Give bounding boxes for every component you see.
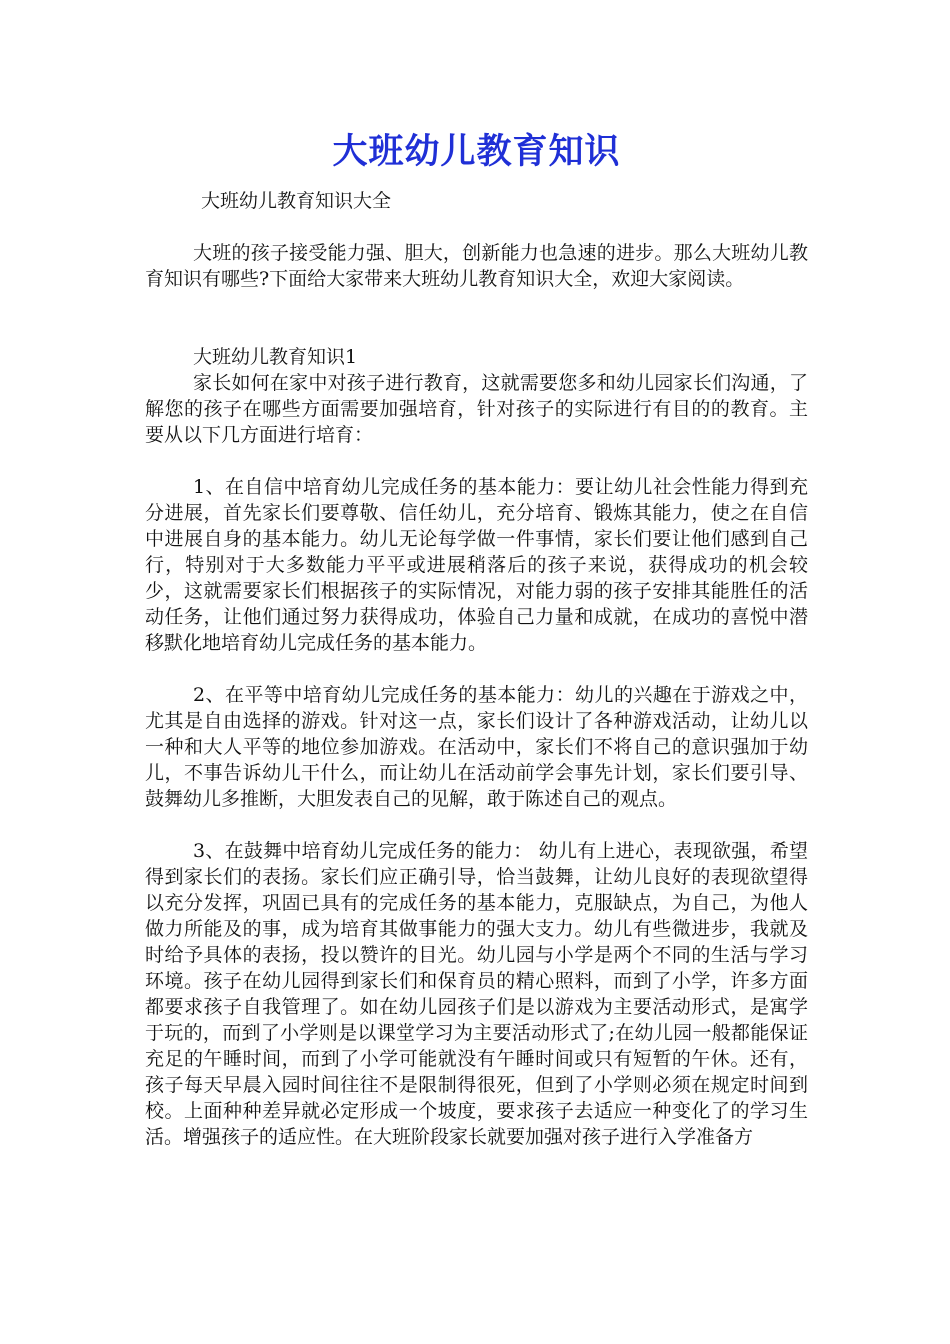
section-heading: 大班幼儿教育知识1 [193, 346, 358, 368]
document-subtitle: 大班幼儿教育知识大全 [201, 190, 392, 212]
intro-paragraph: 大班的孩子接受能力强、胆大，创新能力也急速的进步。那么大班幼儿教育知识有哪些?下面给大家带来大班幼儿教育知识大全，欢迎大家阅读。 [145, 242, 808, 290]
section-intro-paragraph: 家长如何在家中对孩子进行教育，这就需要您多和幼儿园家长们沟通，了解您的孩子在哪些方面需要加强培育，针对孩子的实际进行有目的的教育。主要从以下几方面进行培育： [145, 372, 808, 446]
document-page [145, 118, 808, 1150]
point-2-paragraph: 2、在平等中培育幼儿完成任务的基本能力：幼儿的兴趣在于游戏之中，尤其是自由选择的游戏。针对这一点，家长们设计了各种游戏活动，让幼儿以一种和大人平等的地位参加游戏。在活动中，家长们不将自己的意识强加于幼儿，不事告诉幼儿干什么，而让幼儿在活动前学会事先计划，家长们要引导、鼓舞幼儿多推断，大胆发表自己的见解，敢于陈述自己的观点。 [145, 684, 808, 810]
point-1-paragraph: 1、在自信中培育幼儿完成任务的基本能力：要让幼儿社会性能力得到充分进展，首先家长们要尊敬、信任幼儿，充分培育、锻炼其能力，使之在自信中进展自身的基本能力。幼儿无论每学做一件事情，家长们要让他们感到自己行，特别对于大多数能力平平或进展稍落后的孩子来说，获得成功的机会较少，这就需要家长们根据孩子的实际情况，对能力弱的孩子安排其能胜任的活动任务，让他们通过努力获得成功，体验自己力量和成就，在成功的喜悦中潜移默化地培育幼儿完成任务的基本能力。 [145, 476, 808, 654]
document-title: 大班幼儿教育知识 [332, 131, 621, 172]
point-3-paragraph: 3、在鼓舞中培育幼儿完成任务的能力： 幼儿有上进心，表现欲强，希望得到家长们的表扬。家长们应正确引导，恰当鼓舞，让幼儿良好的表现欲望得以充分发挥，巩固已具有的完成任务的基本能力，克服缺点，为自己，为他人做力所能及的事，成为培育其做事能力的强大支力。幼儿有些微进步，我就及时给予具体的表扬，投以赞许的目光。幼儿园与小学是两个不同的生活与学习环境。孩子在幼儿园得到家长们和保育员的精心照料，而到了小学，许多方面都要求孩子自我管理了。如在幼儿园孩子们是以游戏为主要活动形式，是寓学于玩的，而到了小学则是以课堂学习为主要活动形式了;在幼儿园一般都能保证充足的午睡时间，而到了小学可能就没有午睡时间或只有短暂的午休。还有，孩子每天早晨入园时间往往不是限制得很死，但到了小学则必须在规定时间到校。上面种种差异就必定形成一个坡度，要求孩子去适应一种变化了的学习生活。增强孩子的适应性。在大班阶段家长就要加强对孩子进行入学准备方 [145, 840, 808, 1148]
